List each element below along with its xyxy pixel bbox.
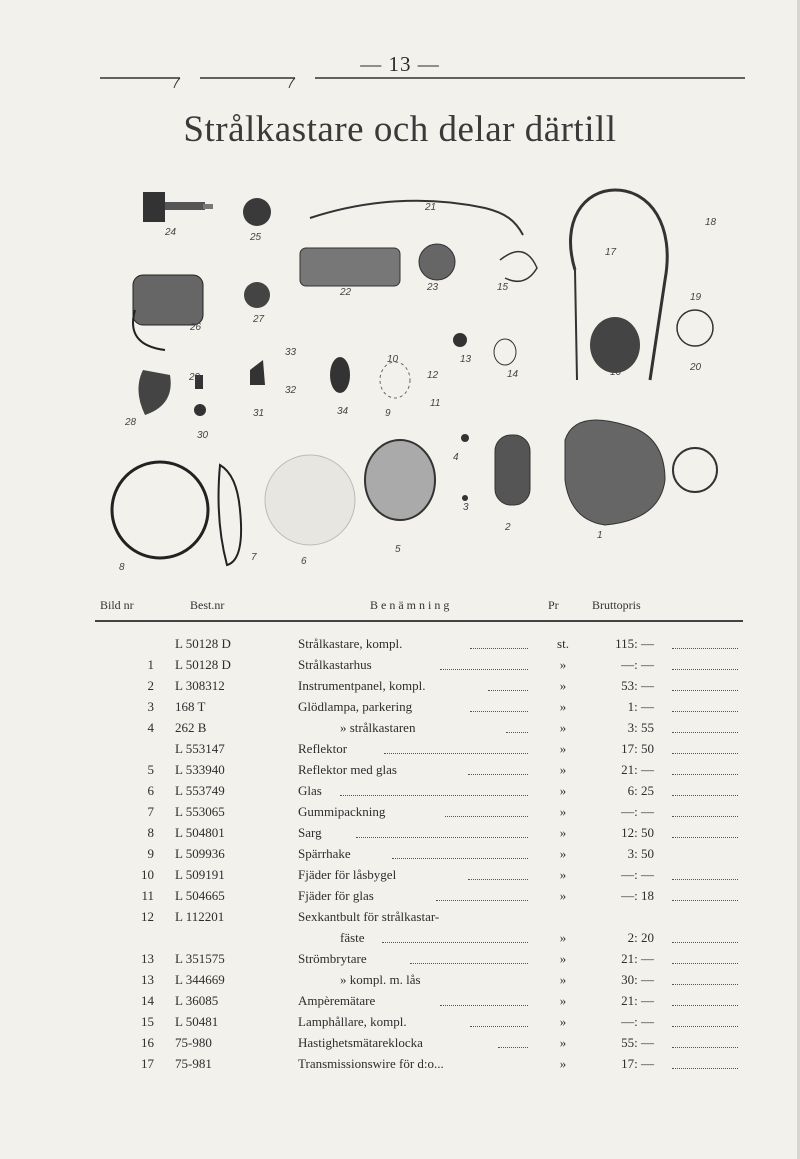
fig-label-2: 2 <box>505 522 511 533</box>
page-number: — 13 — <box>360 52 440 76</box>
price: 115: — <box>615 636 654 651</box>
fig-label-19: 19 <box>690 292 702 303</box>
per-unit: » <box>559 804 567 819</box>
per-unit: » <box>559 699 567 714</box>
price: 17: 50 <box>621 741 654 756</box>
per-unit: » <box>559 1035 567 1050</box>
leader-dots <box>445 804 528 817</box>
price: —: 18 <box>621 888 654 903</box>
speedometer-part <box>590 317 640 373</box>
benamning: Instrumentpanel, kompl. <box>298 678 426 693</box>
price-leader-dots <box>672 657 738 670</box>
per-unit: » <box>559 825 567 840</box>
table-row <box>0 699 800 719</box>
price-leader-dots <box>672 993 738 1006</box>
price-leader-dots <box>672 930 738 943</box>
per-unit: » <box>559 1014 567 1029</box>
benamning: Reflektor <box>298 741 348 756</box>
benamning: Fjäder för glas <box>298 888 374 903</box>
best-nr: 168 T <box>175 699 206 714</box>
price: 3: 50 <box>627 846 654 861</box>
per-unit: » <box>559 867 567 882</box>
switch-part <box>143 192 213 222</box>
best-nr: L 533940 <box>175 762 225 777</box>
price-leader-dots <box>672 951 738 964</box>
bild-nr: 12 <box>141 909 154 924</box>
fig-label-29: 29 <box>189 372 201 383</box>
benamning: » strålkastaren <box>340 720 416 735</box>
price: 17: — <box>621 1056 654 1071</box>
benamning: Hastighetsmätareklocka <box>298 1035 423 1050</box>
price: 21: — <box>621 951 654 966</box>
generator-part <box>133 275 203 325</box>
benamning: Sarg <box>298 825 322 840</box>
leader-dots <box>468 867 528 880</box>
benamning: fäste <box>340 930 365 945</box>
table-row <box>0 657 800 677</box>
best-nr: L 553749 <box>175 783 225 798</box>
fig-label-23: 23 <box>427 282 439 293</box>
per-unit: st. <box>557 636 569 651</box>
fig-label-10: 10 <box>387 354 399 365</box>
price: —: — <box>621 867 654 882</box>
benamning: Fjäder för låsbygel <box>298 867 397 882</box>
bild-nr: 8 <box>147 825 154 840</box>
price: 6: 25 <box>627 783 654 798</box>
best-nr: 75-981 <box>175 1056 212 1071</box>
socket-part <box>494 339 516 365</box>
fig-label-30: 30 <box>197 430 209 441</box>
table-row <box>0 636 800 656</box>
per-unit: » <box>559 846 567 861</box>
table-row <box>0 783 800 803</box>
price: —: — <box>621 657 654 672</box>
best-nr: 262 B <box>175 720 207 735</box>
table-row <box>0 909 800 929</box>
cap-part <box>138 370 170 415</box>
price-leader-dots <box>672 804 738 817</box>
best-nr: L 504801 <box>175 825 225 840</box>
fig-label-18: 18 <box>705 217 717 228</box>
knob-part <box>243 198 271 226</box>
price: 30: — <box>621 972 654 987</box>
fig-label-17: 17 <box>605 247 617 258</box>
gauge-part <box>419 244 455 280</box>
bild-nr: 15 <box>141 1014 154 1029</box>
best-nr: L 344669 <box>175 972 225 987</box>
leader-dots <box>470 636 528 649</box>
table-row <box>0 720 800 740</box>
best-nr: L 112201 <box>175 909 225 924</box>
best-nr: L 351575 <box>175 951 225 966</box>
bild-nr: 16 <box>141 1035 154 1050</box>
table-row <box>0 888 800 908</box>
table-row <box>0 678 800 698</box>
fig-label-6: 6 <box>301 556 307 567</box>
fig-label-21: 21 <box>425 202 437 213</box>
per-unit: » <box>559 993 567 1008</box>
fig-label-15: 15 <box>497 282 509 293</box>
fig-label-14: 14 <box>507 369 519 380</box>
page-title: Strålkastare och delar därtill <box>183 109 617 150</box>
leader-dots <box>470 699 528 712</box>
fig-label-20: 20 <box>690 362 702 373</box>
fig-label-22: 22 <box>340 287 352 298</box>
benamning: Strålkastare, kompl. <box>298 636 403 651</box>
fig-label-31: 31 <box>253 408 265 419</box>
leader-dots <box>440 993 528 1006</box>
table-row <box>0 930 800 950</box>
price: —: — <box>621 1014 654 1029</box>
bild-nr: 11 <box>141 888 154 903</box>
best-nr: L 50128 D <box>175 636 231 651</box>
price: 2: 20 <box>627 930 654 945</box>
header-bruttopris: Bruttopris <box>592 598 641 612</box>
benamning: Glödlampa, parkering <box>298 699 413 714</box>
price-leader-dots <box>672 699 738 712</box>
benamning: Sexkantbult för strålkastar- <box>298 909 440 924</box>
benamning: » kompl. m. lås <box>340 972 421 987</box>
fig-label-32: 32 <box>285 385 297 396</box>
per-unit: » <box>559 720 567 735</box>
fig-label-16: 16 <box>610 367 622 378</box>
table-row <box>0 804 800 824</box>
fig-label-34: 34 <box>337 406 349 417</box>
leader-dots <box>436 888 528 901</box>
per-unit: » <box>559 741 567 756</box>
parts-illustration <box>105 180 745 580</box>
price-leader-dots <box>672 636 738 649</box>
benamning: Strömbrytare <box>298 951 367 966</box>
cylinder-part <box>300 248 400 286</box>
benamning: Spärrhake <box>298 846 351 861</box>
table-row <box>0 741 800 761</box>
fig-label-12: 12 <box>427 370 439 381</box>
per-unit: » <box>559 972 567 987</box>
price-leader-dots <box>672 1035 738 1048</box>
header-best: Best.nr <box>190 598 225 612</box>
per-unit: » <box>559 678 567 693</box>
table-row <box>0 972 800 992</box>
leader-dots <box>498 1035 528 1048</box>
bild-nr: 1 <box>147 657 154 672</box>
best-nr: L 509936 <box>175 846 225 861</box>
fig-label-7: 7 <box>251 552 257 563</box>
gasket-part <box>219 465 242 565</box>
fig-label-24: 24 <box>165 227 177 238</box>
price: —: — <box>621 804 654 819</box>
fig-label-3: 3 <box>463 502 469 513</box>
leader-dots <box>488 678 528 691</box>
bild-nr: 7 <box>147 804 154 819</box>
benamning: Transmissionswire för d:o... <box>298 1056 444 1071</box>
bild-nr: 17 <box>141 1056 154 1071</box>
benamning: Lamphållare, kompl. <box>298 1014 407 1029</box>
bild-nr: 4 <box>147 720 154 735</box>
leader-dots <box>392 846 528 859</box>
best-nr: L 504665 <box>175 888 225 903</box>
leader-dots <box>382 930 528 943</box>
ring-part <box>677 310 713 346</box>
bild-nr: 10 <box>141 867 154 882</box>
price-leader-dots <box>672 888 738 901</box>
bild-nr: 13 <box>141 972 154 987</box>
table-row <box>0 762 800 782</box>
per-unit: » <box>559 930 567 945</box>
benamning: Strålkastarhus <box>298 657 372 672</box>
price: 1: — <box>627 699 654 714</box>
price: 53: — <box>621 678 654 693</box>
fig-label-26: 26 <box>190 322 202 333</box>
per-unit: » <box>559 762 567 777</box>
benamning: Ampèremätare <box>298 993 376 1008</box>
fig-label-25: 25 <box>250 232 262 243</box>
header-benamning: B e n ä m n i n g <box>370 598 450 612</box>
price: 55: — <box>621 1035 654 1050</box>
rim-part <box>112 462 208 558</box>
instrument-panel-part <box>495 435 530 505</box>
per-unit: » <box>559 951 567 966</box>
price-leader-dots <box>672 720 738 733</box>
fig-label-27: 27 <box>253 314 265 325</box>
price-leader-dots <box>672 783 738 796</box>
leader-dots <box>410 951 528 964</box>
fig-label-1: 1 <box>597 530 603 541</box>
per-unit: » <box>559 888 567 903</box>
parts-drawing <box>105 180 745 580</box>
price-leader-dots <box>672 972 738 985</box>
bild-nr: 2 <box>147 678 154 693</box>
best-nr: 75-980 <box>175 1035 212 1050</box>
price-leader-dots <box>672 825 738 838</box>
table-row <box>0 951 800 971</box>
best-nr: L 50128 D <box>175 657 231 672</box>
bild-nr: 13 <box>141 951 154 966</box>
lamp-holder-part <box>500 252 537 282</box>
price: 21: — <box>621 762 654 777</box>
bild-nr: 6 <box>147 783 154 798</box>
fig-label-5: 5 <box>395 544 401 555</box>
best-nr: L 308312 <box>175 678 225 693</box>
leader-dots <box>470 1014 528 1027</box>
reflector-part <box>365 440 435 520</box>
benamning: Glas <box>298 783 322 798</box>
table-row <box>0 867 800 887</box>
table-row <box>0 1014 800 1034</box>
bild-nr: 9 <box>147 846 154 861</box>
fig-label-9: 9 <box>385 408 391 419</box>
fig-label-4: 4 <box>453 452 459 463</box>
header-bild: Bild nr <box>100 598 134 612</box>
table-row <box>0 993 800 1013</box>
price-leader-dots <box>672 741 738 754</box>
price: 3: 55 <box>627 720 654 735</box>
per-unit: » <box>559 783 567 798</box>
table-row <box>0 1035 800 1055</box>
table-row <box>0 1056 800 1076</box>
table-row <box>0 846 800 866</box>
price-leader-dots <box>672 867 738 880</box>
price-leader-dots <box>672 1056 738 1069</box>
wire-part <box>310 201 523 235</box>
fig-label-11: 11 <box>430 398 441 409</box>
price: 21: — <box>621 993 654 1008</box>
leader-dots <box>384 741 528 754</box>
best-nr: L 509191 <box>175 867 225 882</box>
fig-label-28: 28 <box>125 417 137 428</box>
lens-part <box>330 357 350 393</box>
bulb-part <box>244 282 270 308</box>
price: 12: 50 <box>621 825 654 840</box>
bild-nr: 3 <box>147 699 154 714</box>
glass-part <box>265 455 355 545</box>
leader-dots <box>440 657 528 670</box>
fig-label-13: 13 <box>460 354 472 365</box>
bild-nr: 5 <box>147 762 154 777</box>
best-nr: L 553147 <box>175 741 225 756</box>
header-pr: Pr <box>548 598 559 612</box>
leader-dots <box>356 825 528 838</box>
bild-nr: 14 <box>141 993 154 1008</box>
headlamp-housing-part <box>565 420 665 525</box>
price-leader-dots <box>672 1014 738 1027</box>
per-unit: » <box>559 657 567 672</box>
price-leader-dots <box>672 762 738 775</box>
table-row <box>0 825 800 845</box>
best-nr: L 553065 <box>175 804 225 819</box>
best-nr: L 36085 <box>175 993 219 1008</box>
fig-label-8: 8 <box>119 562 125 573</box>
leader-dots <box>506 720 528 733</box>
leader-dots <box>340 783 528 796</box>
leader-dots <box>468 762 528 775</box>
benamning: Reflektor med glas <box>298 762 397 777</box>
price-leader-dots <box>672 678 738 691</box>
best-nr: L 50481 <box>175 1014 219 1029</box>
fig-label-33: 33 <box>285 347 297 358</box>
per-unit: » <box>559 1056 567 1071</box>
benamning: Gummipackning <box>298 804 386 819</box>
header-rule <box>95 620 743 622</box>
